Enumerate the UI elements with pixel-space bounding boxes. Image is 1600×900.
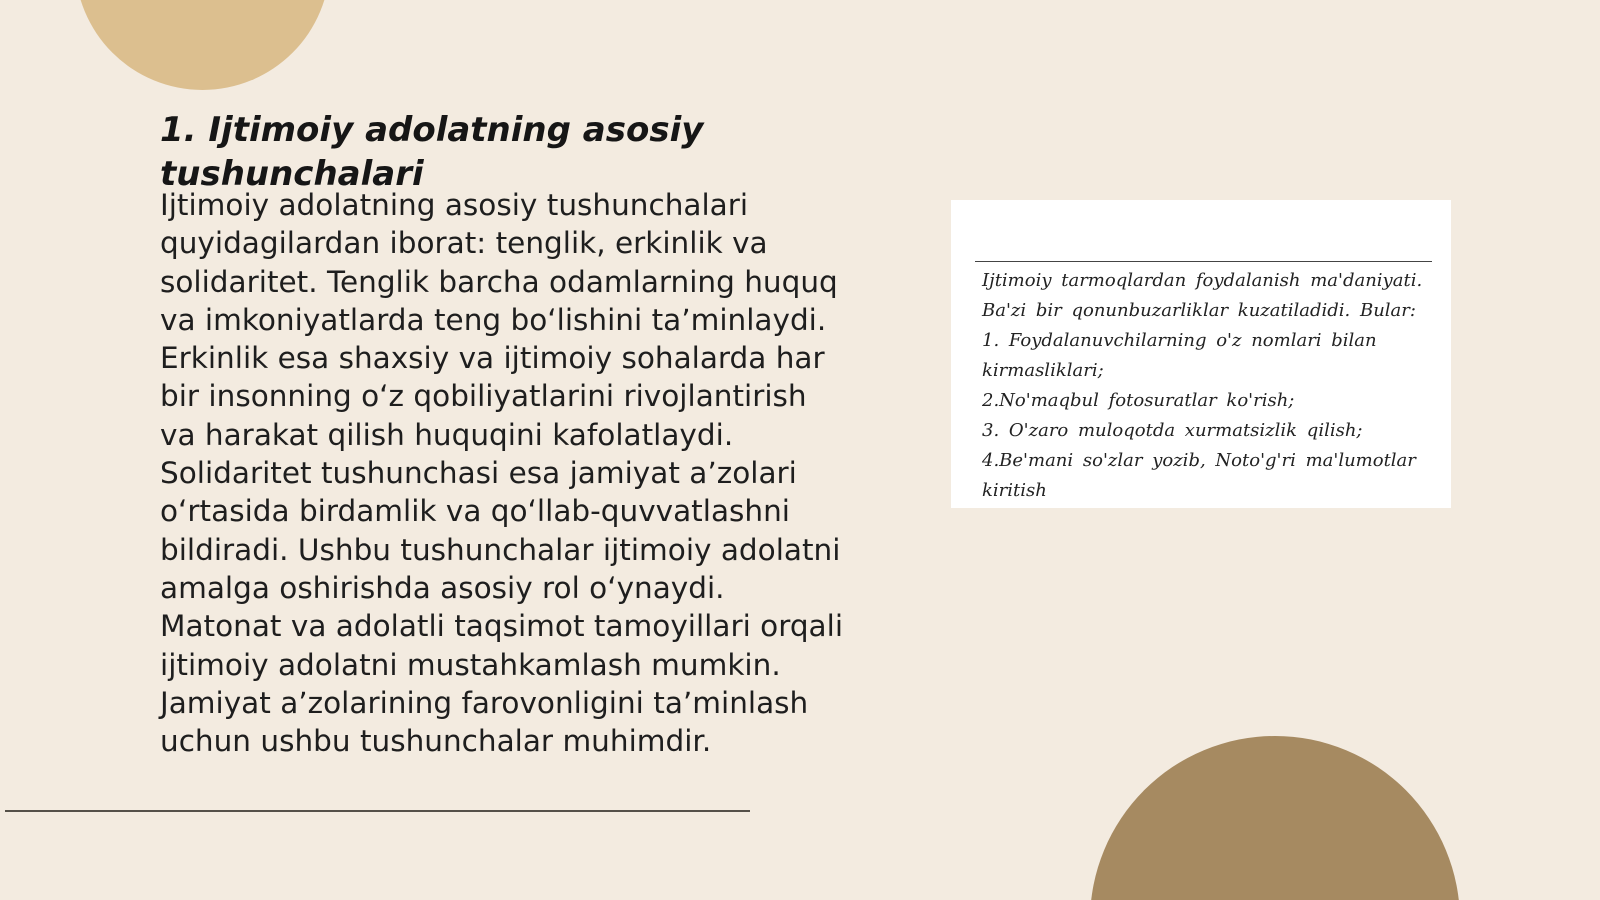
decorative-circle-bottom <box>1090 736 1460 900</box>
excerpt-line: kiritish <box>982 480 1047 501</box>
excerpt-text <box>982 266 1432 506</box>
excerpt-line: 3. O'zaro muloqotda xurmatsizlik qilish; <box>982 420 1363 441</box>
slide-body-text: Ijtimoiy adolatning asosiy tushunchalari quyidagilardan iborat: tenglik, erkinlik va solidaritet. Tenglik barcha odamlarning huquq va imkoniyatlarda teng boʻlishini taʼminlaydi. Erkinlik esa shaxsiy va ijtimoiy sohalarda har bir insonning oʻz qobiliyatlarini rivojlantirish va harakat qilish huquqini kafolatlaydi. Solidaritet tushunchasi esa jamiyat aʼzolari oʻrtasida birdamlik va qoʻllab-quvvatlashni bildiradi. Ushbu tushunchalar ijtimoiy adolatni amalga oshirishda asosiy rol oʻynaydi. Matonat va adolatli taqsimot tamoyillari orqali ijtimoiy adolatni mustahkamlash mumkin. Jamiyat aʼzolarining farovonligini taʼminlash uchun ushbu tushunchalar muhimdir. <box>160 188 844 759</box>
excerpt-line: 2.No'maqbul fotosuratlar ko'rish; <box>982 390 1295 411</box>
excerpt-line: 1. Foydalanuvchilarning o'z nomlari bilan <box>982 330 1377 351</box>
excerpt-line: Ba'zi bir qonunbuzarliklar kuzatiladidi. Bular: <box>982 300 1416 321</box>
slide-title: 1. Ijtimoiy adolatning asosiy tushunchalari <box>160 110 704 194</box>
excerpt-line: Ijtimoiy tarmoqlardan foydalanish ma'daniyati. <box>982 270 1423 291</box>
decorative-circle-top <box>75 0 330 90</box>
excerpt-line: 4.Be'mani so'zlar yozib, Noto'g'ri ma'lumotlar <box>982 450 1416 471</box>
excerpt-rule <box>975 261 1432 262</box>
excerpt-image <box>951 200 1451 508</box>
excerpt-line: kirmasliklari; <box>982 360 1104 381</box>
divider-line <box>5 810 750 812</box>
